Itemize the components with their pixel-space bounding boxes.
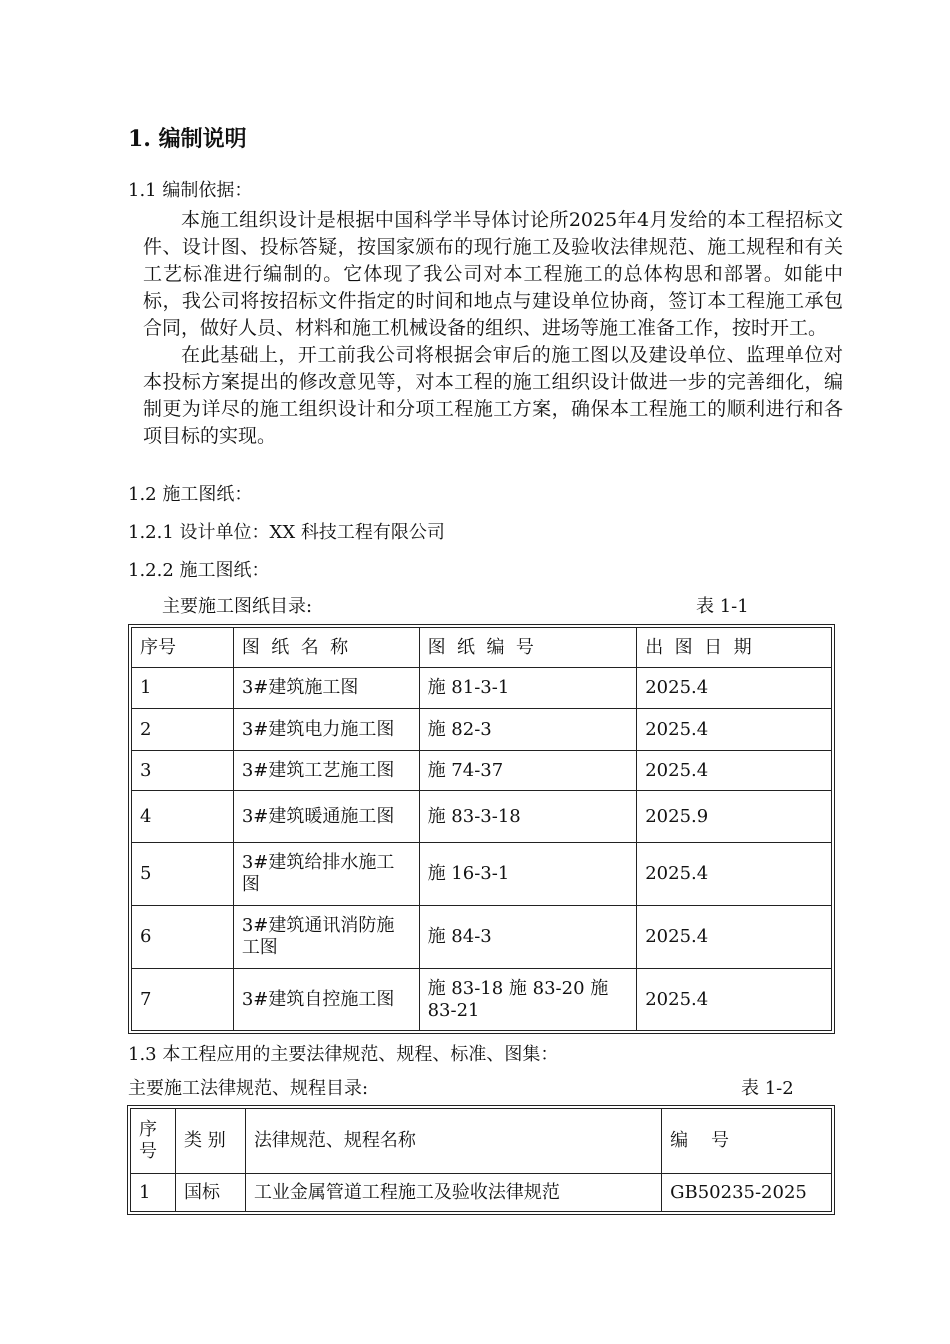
table-cell: 3#建筑工艺施工图: [233, 751, 419, 791]
header-cell: 序号: [132, 628, 234, 668]
table-header-row: [131, 1109, 832, 1174]
paragraph-basis: [143, 207, 843, 450]
table-cell: 3#建筑电力施工图: [233, 709, 419, 751]
table-cell: 3#建筑通讯消防施工图: [233, 906, 419, 969]
table2-label: 表 1-2: [741, 1078, 794, 1099]
table-cell: 6: [132, 906, 234, 969]
table-cell: 1: [131, 1174, 176, 1212]
table-cell: 2025.9: [637, 791, 832, 843]
table-cell: 3#建筑暖通施工图: [233, 791, 419, 843]
paragraph-2: 在此基础上，开工前我公司将根据会审后的施工图以及建设单位、监理单位对本投标方案提出的修改意见等，对本工程的施工组织设计做进一步的完善细化，编制更为详尽的施工组织设计和分项工程施工方案，确保本工程施工的顺利进行和各项目标的实现。: [143, 344, 843, 447]
subsection-1-2-2: 1.2.2 施工图纸：: [128, 560, 270, 581]
table-row: [132, 791, 832, 843]
header-cell: 图 纸 编 号: [419, 628, 637, 668]
header-cell: 法律规范、规程名称: [245, 1109, 661, 1174]
table-cell: 2: [132, 709, 234, 751]
subsection-1-3: 1.3 本工程应用的主要法律规范、规程、标准、图集：: [128, 1044, 559, 1065]
table-cell: 施 81-3-1: [419, 668, 637, 709]
regulations-table: [130, 1108, 832, 1212]
table2-caption: 主要施工法律规范、规程目录:: [128, 1078, 369, 1099]
section-heading: 1. 编制说明: [128, 126, 247, 152]
table-cell: 5: [132, 843, 234, 906]
table-row: [132, 969, 832, 1031]
paragraph-1: 本施工组织设计是根据中国科学半导体讨论所2025年4月发给的本工程招标文件、设计图、投标答疑，按国家颁布的现行施工及验收法律规范、施工规程和有关工艺标准进行编制的。它体现了我公司对本工程施工的总体构思和部署。如能中标，我公司将按招标文件指定的时间和地点与建设单位协商，签订本工程施工承包合同，做好人员、材料和施工机械设备的组织、进场等施工准备工作，按时开工。: [143, 209, 843, 339]
table-cell: 施 83-3-18: [419, 791, 637, 843]
drawings-table: [131, 627, 832, 1031]
table-cell: 2025.4: [637, 751, 832, 791]
table-cell: 1: [132, 668, 234, 709]
table-row: [132, 751, 832, 791]
table-cell: 4: [132, 791, 234, 843]
table-row: [132, 709, 832, 751]
table-cell: 施 74-37: [419, 751, 637, 791]
table-cell: 3#建筑自控施工图: [233, 969, 419, 1031]
table-header-row: [132, 628, 832, 668]
table-cell: 施 82-3: [419, 709, 637, 751]
table-row: [132, 843, 832, 906]
table-cell: 国标: [175, 1174, 245, 1212]
subsection-1-2: 1.2 施工图纸：: [128, 484, 253, 505]
subsection-1-2-1: 1.2.1 设计单位：XX 科技工程有限公司: [128, 522, 445, 543]
table-cell: 工业金属管道工程施工及验收法律规范: [245, 1174, 661, 1212]
table-cell: 7: [132, 969, 234, 1031]
table-cell: 2025.4: [637, 843, 832, 906]
table-cell: 施 83-18 施 83-20 施 83-21: [419, 969, 637, 1031]
header-cell: 类 别: [175, 1109, 245, 1174]
header-cell: 序号: [131, 1109, 176, 1174]
table-cell: 2025.4: [637, 668, 832, 709]
table-row: [131, 1174, 832, 1212]
subsection-1-1: 1.1 编制依据：: [128, 180, 253, 201]
table-cell: 3#建筑给排水施工图: [233, 843, 419, 906]
table-row: [132, 906, 832, 969]
table-cell: 2025.4: [637, 969, 832, 1031]
header-cell: 图 纸 名 称: [233, 628, 419, 668]
header-cell: 编 号: [662, 1109, 832, 1174]
table-cell: 3#建筑施工图: [233, 668, 419, 709]
table-cell: 3: [132, 751, 234, 791]
table-row: [132, 668, 832, 709]
table-cell: 2025.4: [637, 906, 832, 969]
table-cell: 2025.4: [637, 709, 832, 751]
table-cell: 施 84-3: [419, 906, 637, 969]
header-cell: 出 图 日 期: [637, 628, 832, 668]
table-cell: 施 16-3-1: [419, 843, 637, 906]
table-cell: GB50235-2025: [662, 1174, 832, 1212]
table1-label: 表 1-1: [696, 596, 749, 617]
table1-caption: 主要施工图纸目录:: [162, 596, 313, 617]
